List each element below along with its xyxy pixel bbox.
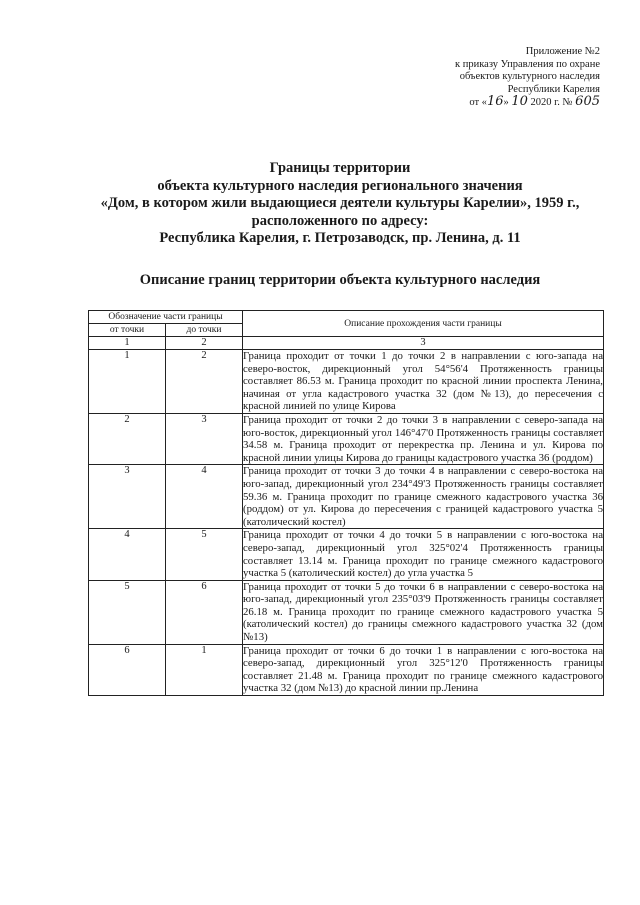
appendix-line: Республики Карелия [507,83,600,95]
heading-line: объекта культурного наследия регионального значения [157,177,523,194]
appendix-title: Приложение №2 [525,46,600,57]
date-month: 10 [511,94,528,109]
from-point: 1 [89,350,166,414]
heading-line: Границы территории [269,160,411,176]
table-row [89,350,604,414]
appendix-block [380,46,600,110]
from-point: 4 [89,529,166,580]
from-point: 6 [89,644,166,695]
segment-description: Граница проходит от точки 6 до точки 1 в направлении с юго-востока на северо-запад, дирекционный угол 325°12'0 Протяженность границы составляет 21.48 м. Граница проходит по границе смежного кадастрового участка 32 (дом №13) до красной линии пр.Ленина [243,644,603,695]
date-prefix: от « [469,97,487,108]
heading-line: Республика Карелия, г. Петрозаводск, пр. Ленина, д. 11 [159,230,521,246]
header-desc: Описание прохождения части границы [243,311,604,337]
appendix-line: объектов культурного наследия [459,71,600,82]
order-number: 605 [575,94,600,109]
to-point: 2 [166,350,243,414]
header-from: от точки [89,324,166,337]
borders-table [88,310,604,696]
appendix-line: к приказу Управления по охране [455,58,600,70]
column-number: 1 [89,337,166,350]
segment-description: Граница проходит от точки 3 до точки 4 в направлении с северо-востока на юго-запад, дирекционный угол 234°49'3 Протяженность границы составляет 59.36 м. Граница проходит по границе смежного кадастрового участка 36 (роддом) от ул. Кирова до пересечения с границей кадастрового участка 5 (католический костел) [243,465,603,528]
segment-description: Граница проходит от точки 1 до точки 2 в направлении с юго-запада на северо-восток, дирекционный угол 54°56'4 Протяженность границы составляет 86.53 м. Граница проходит по красной линии проспекта Ленина, начиная от угла кадастрового участка 32 (дом №13), до пересечения с красной линией по улице Кирова [243,350,603,413]
to-point: 5 [166,529,243,580]
table-row [89,580,604,644]
to-point: 1 [166,644,243,695]
table-row [89,413,604,464]
segment-description: Граница проходит от точки 2 до точки 3 в направлении с северо-запада на юго-восток, дирекционный угол 146°47'0 Протяженность границы составляет 34.58 м. Граница проходит от перекрестка пр. Ленина и ул. Кирова по красной линии улицы Кирова до границы кадастрового участка 36 (роддом) [243,413,603,464]
table-row [89,465,604,529]
date-day: 16 [486,94,504,109]
section-title: Описание границ территории объекта культурного наследия [139,272,541,288]
heading-line: расположенного по адресу: [251,212,429,229]
appendix-date-line [380,96,600,110]
header-group: Обозначение части границы [89,311,243,324]
table-row [89,644,604,695]
to-point: 3 [166,413,243,464]
date-mid: » [503,97,512,108]
column-number: 3 [243,337,604,350]
from-point: 5 [89,580,166,644]
from-point: 3 [89,465,166,529]
document-heading [80,160,600,248]
heading-line: «Дом, в котором жили выдающиеся деятели культуры Карелии», 1959 г., [100,195,580,211]
to-point: 4 [166,465,243,529]
header-to: до точки [166,324,243,337]
segment-description: Граница проходит от точки 5 до точки 6 в направлении с северо-востока на юго-запад, дирекционный угол 235°03'9 Протяженность границы составляет 26.18 м. Граница проходит по границе смежного кадастрового участка 5 (католический костел) до границы смежного кадастрового участка 32 (дом №13) [243,580,603,644]
from-point: 2 [89,413,166,464]
date-year: 2020 г. № [527,97,576,108]
to-point: 6 [166,580,243,644]
column-number: 2 [166,337,243,350]
segment-description: Граница проходит от точки 4 до точки 5 в направлении с юго-востока на северо-запад, дирекционный угол 325°02'4 Протяженность границы составляет 13.14 м. Граница проходит по границе смежного кадастрового участка 5 (католический костел) до угла участка 5 [243,529,603,580]
table-row [89,529,604,580]
